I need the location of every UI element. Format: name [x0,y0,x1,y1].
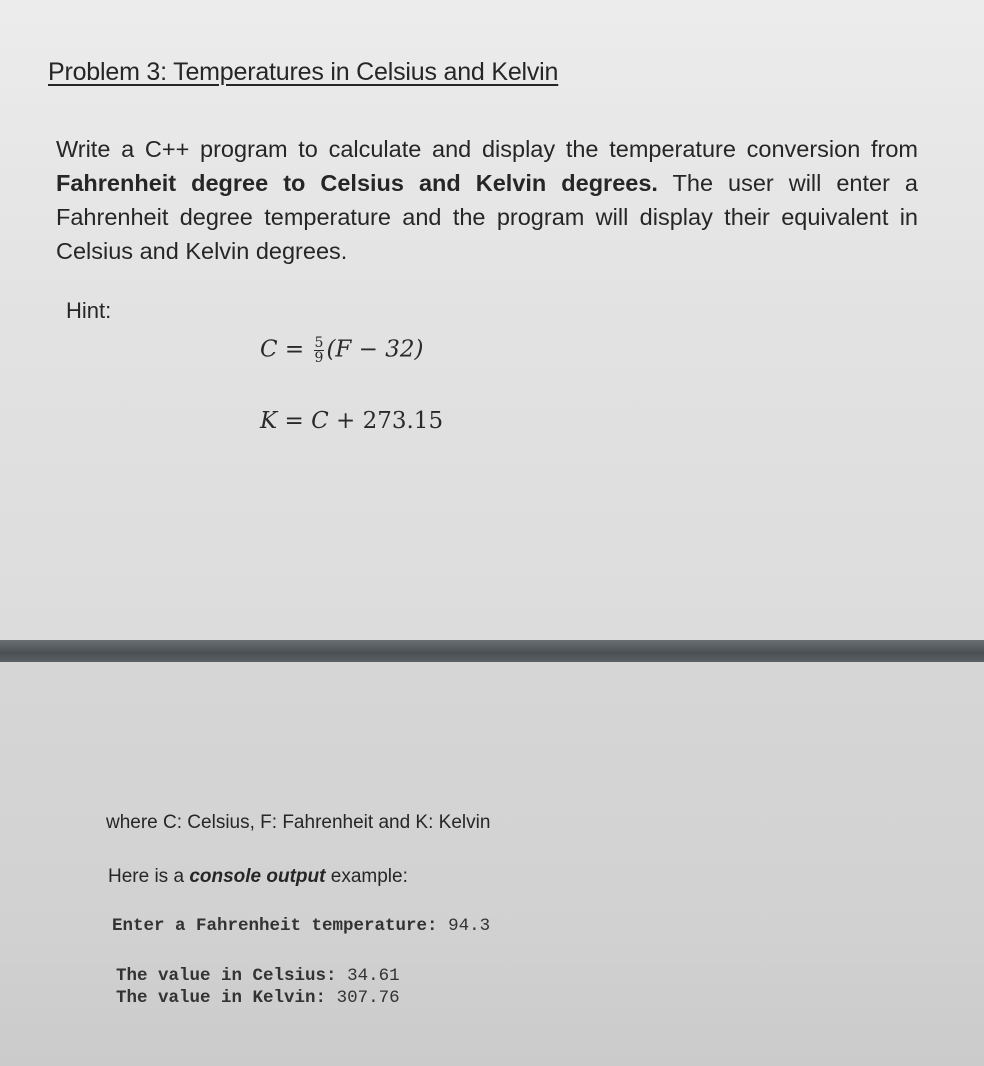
five-ninths-fraction [314,336,325,365]
kelvin-formula-lhs: K [260,408,278,434]
description-text-start: Write a C++ program to calculate and display the temperature conversion from [56,136,918,162]
console-prompt-label: Enter a Fahrenheit temperature: [112,916,438,936]
variable-legend: where C: Celsius, F: Fahrenheit and K: Kelvin [106,812,491,833]
console-kelvin-line [116,988,400,1008]
console-celsius-value: 34.61 [347,966,400,986]
problem-description [56,132,918,268]
problem-title: Problem 3: Temperatures in Celsius and Kelvin [48,58,559,86]
description-bold-phrase: Fahrenheit degree to Celsius and Kelvin degrees. [56,170,658,196]
console-intro [108,866,408,888]
celsius-formula-rhs: (F − 32) [326,336,424,363]
kelvin-formula [260,408,443,434]
console-celsius-line [116,966,400,986]
console-prompt-value: 94.3 [448,916,491,936]
kelvin-formula-var: C [311,408,329,434]
kelvin-formula-equals: = [284,408,304,434]
console-kelvin-value: 307.76 [336,988,400,1008]
console-intro-before: Here is a [108,866,190,887]
description-text-end: The user will enter a Fahrenheit degree temperature and the program will display their equivalent in Celsius and Kelvin degrees. [56,170,918,264]
screen-divider-bar [0,640,984,662]
console-kelvin-label: The value in Kelvin: [116,988,327,1008]
celsius-formula [260,336,424,365]
console-celsius-label: The value in Celsius: [116,966,337,986]
celsius-formula-lhs: C [260,336,278,363]
fraction-numerator: 5 [314,335,324,351]
celsius-formula-equals: = [284,336,305,363]
console-intro-emphasis: console output [189,866,326,887]
kelvin-formula-rest: + 273.15 [336,408,444,434]
hint-label: Hint: [66,298,112,323]
console-intro-after: example: [325,866,408,887]
console-prompt-line [112,916,490,936]
fraction-denominator: 9 [314,350,324,366]
